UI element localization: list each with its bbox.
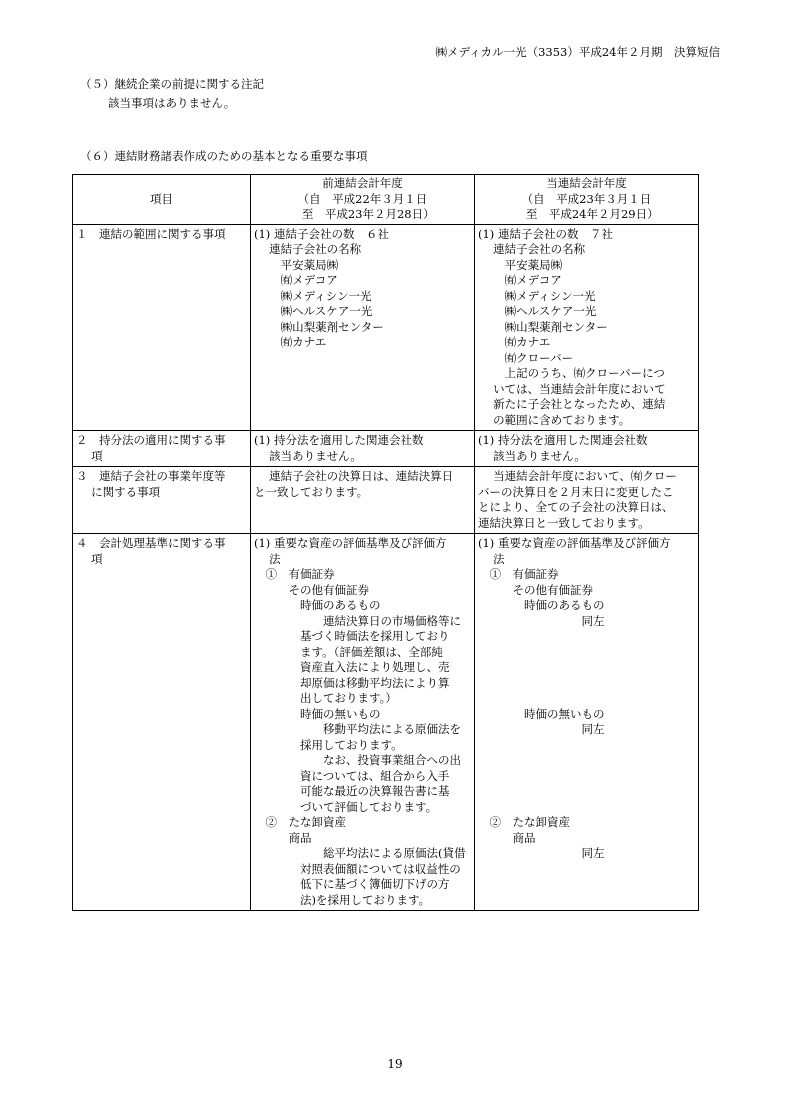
consolidation-basis-table	[72, 174, 699, 911]
cell-line: 連結決算日の市場価格等に	[254, 613, 461, 628]
cell-line	[478, 800, 695, 816]
cell-line: 平安薬局㈱	[478, 257, 563, 272]
cell-line: ㈲カナエ	[254, 335, 327, 349]
cell-line: 可能な最近の決算報告書に基	[254, 784, 450, 798]
section5-heading: （５）継続企業の前提に関する注記	[80, 77, 264, 91]
cell-prev	[251, 224, 475, 431]
cell-curr	[475, 534, 699, 911]
cell-line: (1) 連結子会社の数 ６社	[254, 226, 389, 241]
cell-line: 連結決算日と一致しております。	[478, 515, 650, 530]
section6-heading: （６）連結財務諸表作成のための基本となる重要な事項	[80, 149, 368, 163]
cell-line: ４ 会計処理基準に関する事	[76, 536, 226, 550]
cell-curr	[475, 224, 699, 431]
cell-line	[478, 877, 695, 893]
cell-line: 商品	[478, 830, 536, 845]
cell-line: １ 連結の範囲に関する事項	[76, 226, 226, 241]
cell-line: ㈱ヘルスケア一光	[478, 304, 597, 318]
cell-line: 時価の無いもの	[478, 706, 605, 721]
cell-line: 連結子会社の決算日は、連結決算日	[254, 469, 454, 483]
cell-item	[73, 534, 251, 911]
cell-line: その他有価証券	[478, 582, 593, 597]
cell-line: ㈱山梨薬剤センター	[478, 319, 608, 334]
cell-line: 上記のうち、㈲クローバーにつ	[478, 366, 665, 380]
cell-line: ㈱山梨薬剤センター	[254, 319, 384, 334]
table-header-row	[73, 175, 699, 225]
cell-line: なお、投資事業組合への出	[254, 753, 461, 767]
cell-line: 基づく時価法を採用しており	[254, 629, 450, 643]
cell-line: 低下に基づく簿価切下げの方	[254, 877, 450, 891]
document-header: ㈱メディカル一光（3353）平成24年２月期 決算短信	[435, 45, 720, 59]
cell-line: に関する事項	[76, 484, 161, 499]
cell-line: ① 有価証券	[478, 567, 559, 581]
cell-line: ① 有価証券	[254, 567, 335, 581]
table-row	[73, 224, 699, 431]
cell-prev	[251, 534, 475, 911]
cell-line: ㈲カナエ	[478, 335, 551, 349]
cell-line: 同左	[478, 846, 605, 860]
cell-line: (1) 持分法を適用した関連会社数	[254, 433, 424, 447]
cell-line: ㈱メディシン一光	[478, 288, 596, 303]
cell-curr	[475, 431, 699, 467]
cell-line: (1) 持分法を適用した関連会社数	[478, 433, 648, 447]
cell-line: 法)を採用しております。	[254, 892, 431, 907]
cell-prev	[251, 431, 475, 467]
section-going-concern	[80, 75, 264, 113]
cell-line: 資産直入法により処理し、売	[254, 660, 450, 674]
cell-item	[73, 431, 251, 467]
cell-line: 移動平均法による原価法を	[254, 722, 461, 736]
cell-line: ② たな卸資産	[478, 815, 570, 829]
cell-line: 採用しております。	[254, 737, 403, 752]
cell-line	[478, 862, 695, 878]
header-prev-year: 前連結会計年度 （自 平成22年３月１日 至 平成23年２月28日）	[251, 175, 475, 225]
cell-line	[478, 738, 695, 754]
cell-line: 項	[76, 551, 103, 566]
cell-line: 法	[254, 551, 281, 566]
cell-line: と一致しております。	[254, 484, 369, 499]
cell-line: ３ 連結子会社の事業年度等	[76, 469, 226, 483]
cell-line: 出しております。）	[254, 691, 397, 705]
cell-line: 資については、組合から入手	[254, 768, 450, 783]
cell-line: 新たに子会社となったため、連結	[478, 397, 666, 411]
cell-line: 同左	[478, 613, 605, 628]
cell-line: ２ 持分法の適用に関する事	[76, 433, 226, 447]
cell-line: 時価のあるもの	[478, 598, 605, 612]
cell-line: 総平均法による原価法(貸借	[254, 846, 466, 860]
cell-line	[478, 691, 695, 707]
table-row	[73, 467, 699, 534]
cell-line	[478, 784, 695, 800]
cell-line: ㈱メディシン一光	[254, 288, 372, 303]
cell-line: 該当ありません。	[478, 448, 586, 463]
cell-line: の範囲に含めております。	[478, 412, 631, 427]
cell-line: 同左	[478, 722, 605, 736]
page-number: 19	[387, 1057, 403, 1071]
cell-curr	[475, 467, 699, 534]
section5-body: 該当事項はありません。	[108, 96, 236, 110]
cell-line: (1) 重要な資産の評価基準及び評価方	[254, 536, 447, 550]
cell-line: (1) 連結子会社の数 ７社	[478, 226, 613, 241]
table-row	[73, 431, 699, 467]
cell-line: ㈲クローバー	[478, 350, 574, 365]
cell-line	[478, 629, 695, 645]
cell-line: その他有価証券	[254, 582, 369, 597]
cell-line: 項	[76, 448, 103, 463]
cell-line: 時価の無いもの	[254, 706, 381, 721]
header-item: 項目	[73, 175, 251, 225]
cell-item	[73, 467, 251, 534]
cell-line: (1) 重要な資産の評価基準及び評価方	[478, 536, 671, 550]
cell-line: 連結子会社の名称	[478, 242, 586, 256]
cell-line: ㈱ヘルスケア一光	[254, 304, 373, 318]
cell-line: 商品	[254, 830, 312, 845]
table-row	[73, 534, 699, 911]
cell-line: 却原価は移動平均法により算	[254, 675, 450, 690]
cell-line: 法	[478, 551, 505, 566]
cell-prev	[251, 467, 475, 534]
header-curr-year: 当連結会計年度 （自 平成23年３月１日 至 平成24年２月29日）	[475, 175, 699, 225]
cell-item	[73, 224, 251, 431]
cell-line: いては、当連結会計年度において	[478, 381, 666, 396]
cell-line: ㈲メデコア	[478, 273, 562, 287]
cell-line: とにより、全ての子会社の決算日は、	[478, 500, 674, 514]
cell-line: ます。（評価差額は、全部純	[254, 644, 443, 659]
cell-line	[478, 893, 695, 909]
cell-line: 時価のあるもの	[254, 598, 381, 612]
cell-line: ㈲メデコア	[254, 273, 338, 287]
cell-line: バーの決算日を２月末日に変更したこ	[478, 484, 674, 499]
cell-line	[478, 753, 695, 769]
cell-line	[478, 769, 695, 785]
cell-line	[478, 676, 695, 692]
cell-line: 平安薬局㈱	[254, 257, 339, 272]
cell-line: 連結子会社の名称	[254, 242, 362, 256]
cell-line: づいて評価しております。	[254, 799, 438, 814]
cell-line: 対照表価額については収益性の	[254, 861, 461, 876]
cell-line	[478, 660, 695, 676]
cell-line: 当連結会計年度において、㈲クロー	[478, 469, 677, 483]
cell-line: ② たな卸資産	[254, 815, 346, 829]
cell-line	[478, 645, 695, 661]
cell-line: 該当ありません。	[254, 448, 362, 463]
